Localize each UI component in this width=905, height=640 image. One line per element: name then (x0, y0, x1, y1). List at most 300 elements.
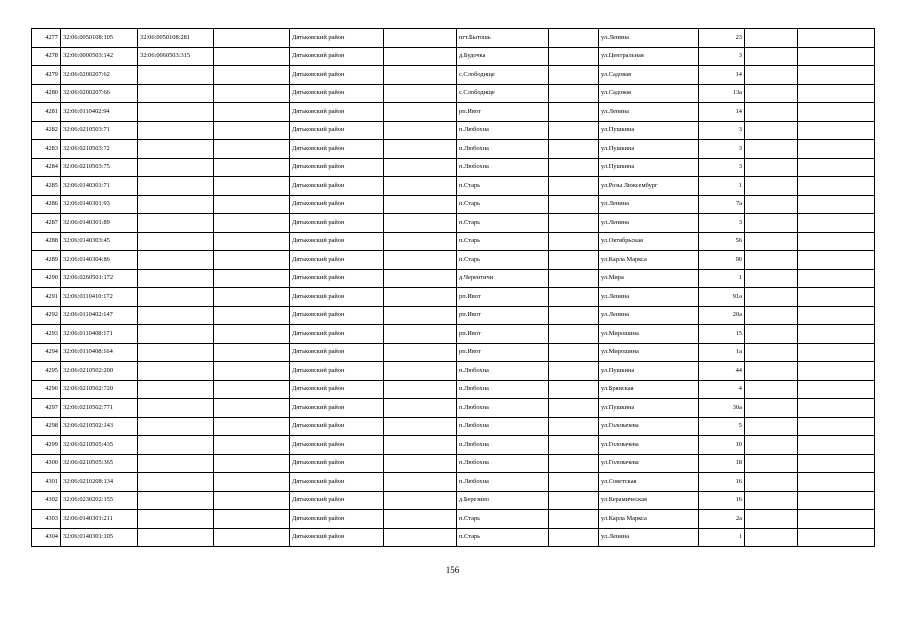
row-number: 4300 (32, 454, 61, 473)
empty-cell (745, 325, 798, 344)
district-name: Дятьковский район (290, 399, 384, 418)
cadastral-number: 32:06:0140303:45 (61, 232, 138, 251)
district-name: Дятьковский район (290, 528, 384, 547)
empty-cell (384, 528, 457, 547)
row-number: 4277 (32, 29, 61, 48)
related-cadastral-number (138, 528, 214, 547)
empty-cell (214, 251, 290, 270)
empty-cell (745, 306, 798, 325)
street-name: ул.Октябрьская (599, 232, 699, 251)
empty-cell (549, 380, 599, 399)
empty-cell (384, 251, 457, 270)
empty-cell (214, 454, 290, 473)
empty-cell (214, 436, 290, 455)
table-row (32, 473, 875, 492)
house-number: 10 (699, 436, 745, 455)
related-cadastral-number (138, 251, 214, 270)
row-number: 4295 (32, 362, 61, 381)
cadastral-number: 32:06:0140301:93 (61, 195, 138, 214)
empty-cell (384, 362, 457, 381)
locality-name: рп.Ивот (457, 343, 549, 362)
house-number: 5 (699, 417, 745, 436)
empty-cell (549, 103, 599, 122)
empty-cell (214, 214, 290, 233)
cadastral-number: 32:06:0210503:71 (61, 121, 138, 140)
street-name: ул.Мирошина (599, 325, 699, 344)
empty-cell (549, 288, 599, 307)
empty-cell (384, 140, 457, 159)
empty-cell (214, 491, 290, 510)
empty-cell (745, 177, 798, 196)
empty-cell (745, 47, 798, 66)
empty-cell (745, 195, 798, 214)
empty-cell (798, 158, 875, 177)
empty-cell (214, 232, 290, 251)
row-number: 4284 (32, 158, 61, 177)
empty-cell (549, 417, 599, 436)
cadastral-number: 32:06:0140301:71 (61, 177, 138, 196)
empty-cell (384, 84, 457, 103)
empty-cell (214, 473, 290, 492)
empty-cell (798, 140, 875, 159)
cadastral-number: 32:06:0210502:200 (61, 362, 138, 381)
empty-cell (745, 454, 798, 473)
empty-cell (549, 195, 599, 214)
locality-name: п.Любохна (457, 473, 549, 492)
district-name: Дятьковский район (290, 417, 384, 436)
house-number: 44 (699, 362, 745, 381)
house-number: 3 (699, 140, 745, 159)
empty-cell (798, 491, 875, 510)
cadastral-number: 32:06:0210505:435 (61, 436, 138, 455)
empty-cell (214, 380, 290, 399)
district-name: Дятьковский район (290, 29, 384, 48)
table-row (32, 47, 875, 66)
related-cadastral-number (138, 121, 214, 140)
empty-cell (798, 528, 875, 547)
empty-cell (214, 47, 290, 66)
street-name: ул.Пушкина (599, 399, 699, 418)
locality-name: с.Слободище (457, 84, 549, 103)
related-cadastral-number (138, 84, 214, 103)
street-name: ул.Карла Маркса (599, 510, 699, 529)
row-number: 4301 (32, 473, 61, 492)
table-row (32, 306, 875, 325)
house-number: 3 (699, 214, 745, 233)
related-cadastral-number (138, 454, 214, 473)
district-name: Дятьковский район (290, 491, 384, 510)
empty-cell (384, 510, 457, 529)
row-number: 4285 (32, 177, 61, 196)
table-row (32, 158, 875, 177)
empty-cell (549, 362, 599, 381)
locality-name: п.Старь (457, 251, 549, 270)
cadastral-number: 32:06:0140301:211 (61, 510, 138, 529)
table-row (32, 195, 875, 214)
empty-cell (798, 454, 875, 473)
registry-table-body (32, 29, 875, 547)
empty-cell (214, 510, 290, 529)
empty-cell (745, 158, 798, 177)
related-cadastral-number (138, 66, 214, 85)
related-cadastral-number (138, 232, 214, 251)
empty-cell (745, 528, 798, 547)
empty-cell (745, 251, 798, 270)
related-cadastral-number (138, 380, 214, 399)
related-cadastral-number: 32:06:0050108:281 (138, 29, 214, 48)
house-number: 3 (699, 158, 745, 177)
cadastral-number: 32:06:0210208:134 (61, 473, 138, 492)
empty-cell (745, 84, 798, 103)
district-name: Дятьковский район (290, 510, 384, 529)
house-number: 90 (699, 251, 745, 270)
empty-cell (745, 232, 798, 251)
cadastral-number: 32:06:0110408:171 (61, 325, 138, 344)
locality-name: рп.Ивот (457, 288, 549, 307)
street-name: ул.Ленина (599, 528, 699, 547)
table-row (32, 362, 875, 381)
street-name: ул.Розы Люксембург (599, 177, 699, 196)
locality-name: п.Любохна (457, 362, 549, 381)
empty-cell (384, 269, 457, 288)
related-cadastral-number (138, 473, 214, 492)
locality-name: д.Будочка (457, 47, 549, 66)
empty-cell (549, 436, 599, 455)
row-number: 4292 (32, 306, 61, 325)
row-number: 4281 (32, 103, 61, 122)
empty-cell (745, 510, 798, 529)
cadastral-number: 32:06:0110402:94 (61, 103, 138, 122)
row-number: 4290 (32, 269, 61, 288)
table-row (32, 343, 875, 362)
street-name: ул.Советская (599, 473, 699, 492)
table-row (32, 528, 875, 547)
page-number: 156 (445, 565, 460, 575)
district-name: Дятьковский район (290, 177, 384, 196)
empty-cell (549, 214, 599, 233)
table-row (32, 121, 875, 140)
related-cadastral-number: 32:06:0060503:315 (138, 47, 214, 66)
house-number: 30а (699, 399, 745, 418)
empty-cell (384, 417, 457, 436)
locality-name: п.Любохна (457, 417, 549, 436)
empty-cell (798, 436, 875, 455)
street-name: ул.Центральная (599, 47, 699, 66)
house-number: 20а (699, 306, 745, 325)
cadastral-number: 32:06:0110402:147 (61, 306, 138, 325)
empty-cell (384, 47, 457, 66)
empty-cell (798, 473, 875, 492)
empty-cell (214, 29, 290, 48)
locality-name: п.Любохна (457, 436, 549, 455)
related-cadastral-number (138, 343, 214, 362)
empty-cell (745, 269, 798, 288)
house-number: 14 (699, 66, 745, 85)
row-number: 4302 (32, 491, 61, 510)
table-row (32, 325, 875, 344)
empty-cell (745, 399, 798, 418)
locality-name: п.Старь (457, 232, 549, 251)
empty-cell (745, 214, 798, 233)
empty-cell (214, 306, 290, 325)
empty-cell (549, 325, 599, 344)
empty-cell (549, 269, 599, 288)
cadastral-number: 32:06:0210502:143 (61, 417, 138, 436)
empty-cell (384, 103, 457, 122)
locality-name: п.Любохна (457, 140, 549, 159)
row-number: 4282 (32, 121, 61, 140)
locality-name: п.Любохна (457, 380, 549, 399)
district-name: Дятьковский район (290, 47, 384, 66)
empty-cell (798, 66, 875, 85)
street-name: ул.Керамическая (599, 491, 699, 510)
row-number: 4291 (32, 288, 61, 307)
empty-cell (745, 362, 798, 381)
locality-name: п.Старь (457, 177, 549, 196)
street-name: ул.Ленина (599, 195, 699, 214)
empty-cell (549, 491, 599, 510)
table-row (32, 232, 875, 251)
table-row (32, 251, 875, 270)
related-cadastral-number (138, 436, 214, 455)
street-name: ул.Садовая (599, 84, 699, 103)
house-number: 18 (699, 454, 745, 473)
house-number: 1 (699, 177, 745, 196)
empty-cell (745, 121, 798, 140)
table-row (32, 103, 875, 122)
locality-name: п.Старь (457, 528, 549, 547)
cadastral-number: 32:06:0260501:172 (61, 269, 138, 288)
related-cadastral-number (138, 288, 214, 307)
row-number: 4304 (32, 528, 61, 547)
empty-cell (549, 510, 599, 529)
empty-cell (745, 343, 798, 362)
district-name: Дятьковский район (290, 158, 384, 177)
empty-cell (798, 343, 875, 362)
empty-cell (214, 103, 290, 122)
house-number: 1 (699, 269, 745, 288)
related-cadastral-number (138, 195, 214, 214)
empty-cell (214, 528, 290, 547)
street-name: ул.Пушкина (599, 140, 699, 159)
empty-cell (214, 121, 290, 140)
empty-cell (384, 380, 457, 399)
table-row (32, 288, 875, 307)
empty-cell (745, 491, 798, 510)
empty-cell (745, 103, 798, 122)
row-number: 4283 (32, 140, 61, 159)
empty-cell (384, 232, 457, 251)
street-name: ул.Пушкина (599, 158, 699, 177)
table-row (32, 29, 875, 48)
cadastral-number: 32:06:0050108:105 (61, 29, 138, 48)
district-name: Дятьковский район (290, 140, 384, 159)
district-name: Дятьковский район (290, 103, 384, 122)
empty-cell (798, 29, 875, 48)
house-number: 14 (699, 103, 745, 122)
locality-name: п.Любохна (457, 399, 549, 418)
house-number: 1а (699, 343, 745, 362)
house-number: 23 (699, 29, 745, 48)
row-number: 4287 (32, 214, 61, 233)
empty-cell (384, 195, 457, 214)
district-name: Дятьковский район (290, 380, 384, 399)
empty-cell (384, 158, 457, 177)
district-name: Дятьковский район (290, 251, 384, 270)
empty-cell (745, 473, 798, 492)
related-cadastral-number (138, 269, 214, 288)
locality-name: п.Старь (457, 510, 549, 529)
street-name: ул.Мира (599, 269, 699, 288)
related-cadastral-number (138, 214, 214, 233)
empty-cell (798, 417, 875, 436)
cadastral-number: 32:06:0210502:771 (61, 399, 138, 418)
district-name: Дятьковский район (290, 473, 384, 492)
district-name: Дятьковский район (290, 195, 384, 214)
empty-cell (798, 121, 875, 140)
related-cadastral-number (138, 140, 214, 159)
house-number: 13а (699, 84, 745, 103)
house-number: 3 (699, 121, 745, 140)
table-row (32, 84, 875, 103)
empty-cell (384, 436, 457, 455)
empty-cell (549, 399, 599, 418)
empty-cell (549, 306, 599, 325)
empty-cell (798, 325, 875, 344)
cadastral-number: 32:06:0000503:142 (61, 47, 138, 66)
empty-cell (798, 362, 875, 381)
cadastral-number: 32:06:0140301:105 (61, 528, 138, 547)
house-number: 16 (699, 473, 745, 492)
empty-cell (549, 29, 599, 48)
district-name: Дятьковский район (290, 343, 384, 362)
empty-cell (214, 140, 290, 159)
empty-cell (745, 436, 798, 455)
district-name: Дятьковский район (290, 325, 384, 344)
table-row (32, 66, 875, 85)
empty-cell (745, 417, 798, 436)
street-name: ул.Головачева (599, 417, 699, 436)
empty-cell (798, 380, 875, 399)
empty-cell (798, 232, 875, 251)
empty-cell (384, 454, 457, 473)
house-number: 91а (699, 288, 745, 307)
table-row (32, 399, 875, 418)
empty-cell (214, 417, 290, 436)
locality-name: п.Любохна (457, 121, 549, 140)
empty-cell (384, 66, 457, 85)
empty-cell (798, 399, 875, 418)
street-name: ул.Ленина (599, 288, 699, 307)
locality-name: рп.Ивот (457, 306, 549, 325)
empty-cell (798, 195, 875, 214)
district-name: Дятьковский район (290, 454, 384, 473)
house-number: 1 (699, 528, 745, 547)
empty-cell (745, 380, 798, 399)
empty-cell (214, 325, 290, 344)
empty-cell (798, 251, 875, 270)
empty-cell (384, 29, 457, 48)
row-number: 4299 (32, 436, 61, 455)
empty-cell (384, 306, 457, 325)
street-name: ул.Карла Маркса (599, 251, 699, 270)
empty-cell (549, 158, 599, 177)
related-cadastral-number (138, 158, 214, 177)
empty-cell (549, 121, 599, 140)
house-number: 2а (699, 510, 745, 529)
locality-name: рп.Ивот (457, 325, 549, 344)
table-row (32, 436, 875, 455)
house-number: 3 (699, 47, 745, 66)
empty-cell (214, 84, 290, 103)
cadastral-number: 32:06:0200207:62 (61, 66, 138, 85)
district-name: Дятьковский район (290, 288, 384, 307)
related-cadastral-number (138, 103, 214, 122)
district-name: Дятьковский район (290, 269, 384, 288)
street-name: ул.Ленина (599, 29, 699, 48)
empty-cell (549, 251, 599, 270)
street-name: ул.Ленина (599, 214, 699, 233)
empty-cell (214, 343, 290, 362)
district-name: Дятьковский район (290, 214, 384, 233)
property-registry-table (31, 28, 875, 547)
table-row (32, 140, 875, 159)
cadastral-number: 32:06:0110408:164 (61, 343, 138, 362)
table-row (32, 491, 875, 510)
locality-name: д.Березино (457, 491, 549, 510)
row-number: 4294 (32, 343, 61, 362)
locality-name: п.Любохна (457, 454, 549, 473)
district-name: Дятьковский район (290, 306, 384, 325)
related-cadastral-number (138, 362, 214, 381)
empty-cell (549, 473, 599, 492)
row-number: 4298 (32, 417, 61, 436)
empty-cell (549, 454, 599, 473)
street-name: ул.Пушкина (599, 121, 699, 140)
cadastral-number: 32:06:0230202:155 (61, 491, 138, 510)
empty-cell (384, 288, 457, 307)
district-name: Дятьковский район (290, 84, 384, 103)
empty-cell (214, 362, 290, 381)
empty-cell (745, 29, 798, 48)
empty-cell (214, 195, 290, 214)
table-row (32, 510, 875, 529)
empty-cell (384, 491, 457, 510)
cadastral-number: 32:06:0210503:75 (61, 158, 138, 177)
locality-name: п.Старь (457, 195, 549, 214)
row-number: 4288 (32, 232, 61, 251)
table-row (32, 269, 875, 288)
row-number: 4278 (32, 47, 61, 66)
locality-name: пгт.Бытошь (457, 29, 549, 48)
empty-cell (384, 121, 457, 140)
street-name: ул.Пушкина (599, 362, 699, 381)
district-name: Дятьковский район (290, 232, 384, 251)
row-number: 4296 (32, 380, 61, 399)
empty-cell (214, 177, 290, 196)
empty-cell (549, 47, 599, 66)
empty-cell (549, 177, 599, 196)
street-name: ул.Ленина (599, 306, 699, 325)
row-number: 4279 (32, 66, 61, 85)
cadastral-number: 32:06:0110410:172 (61, 288, 138, 307)
row-number: 4297 (32, 399, 61, 418)
table-row (32, 177, 875, 196)
empty-cell (798, 269, 875, 288)
empty-cell (798, 177, 875, 196)
street-name: ул.Садовая (599, 66, 699, 85)
empty-cell (745, 66, 798, 85)
